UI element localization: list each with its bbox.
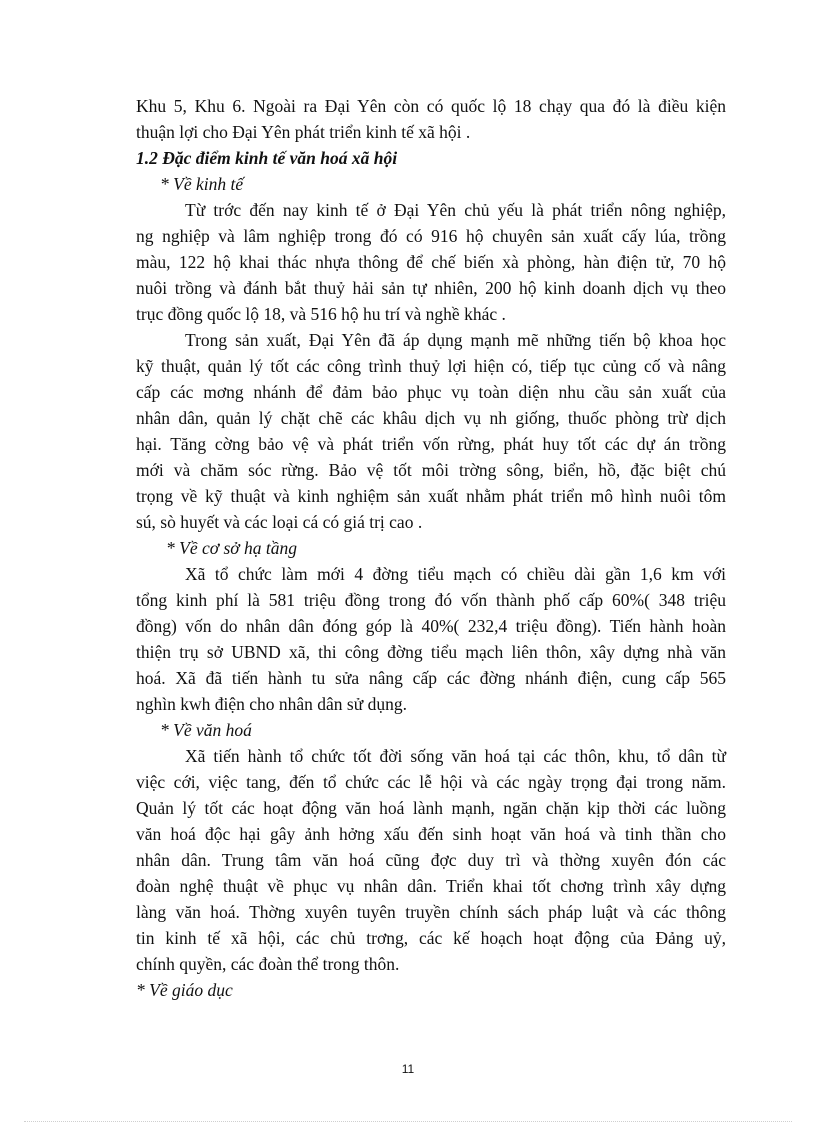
van-hoa-line-2: việc cới, việc tang, đến tổ chức các lễ hội và các ngày trọng đại trong năm. (136, 772, 726, 792)
kinh-te-p1-line-4: nuôi trồng và đánh bắt thuỷ hải sản tự nhiên, 200 hộ kinh doanh dịch vụ theo (136, 278, 726, 298)
subheading-van-hoa: * Về văn hoá (160, 720, 252, 740)
kinh-te-p2-line-1: Trong sản xuất, Đại Yên đã áp dụng mạnh mẽ những tiến bộ khoa học (185, 330, 726, 350)
page-number: 11 (401, 1062, 415, 1076)
van-hoa-line-9: chính quyền, các đoàn thể trong thôn. (136, 954, 400, 974)
kinh-te-p1-line-3: màu, 122 hộ khai thác nhựa thông để chế biến xà phòng, hàn điện tử, 70 hộ (136, 252, 726, 272)
kinh-te-p1-line-1: Từ trớc đến nay kinh tế ở Đại Yên chủ yếu là phát triển nông nghiệp, (185, 200, 726, 220)
subheading-kinh-te: * Về kinh tế (160, 174, 244, 194)
intro-line-2: thuận lợi cho Đại Yên phát triển kinh tế xã hội . (136, 122, 471, 142)
ha-tang-line-6: nghìn kwh điện cho nhân dân sử dụng. (136, 694, 407, 714)
ha-tang-line-1: Xã tổ chức làm mới 4 đờng tiểu mạch có chiều dài gần 1,6 km với (185, 564, 726, 584)
kinh-te-p2-line-2: kỹ thuật, quản lý tốt các công trình thuỷ lợi hiện có, tiếp tục củng cố và nâng (136, 356, 726, 376)
van-hoa-line-6: đoàn nghệ thuật về phục vụ nhân dân. Triển khai tốt chơng trình xây dựng (136, 876, 726, 896)
kinh-te-p2-line-8: sú, sò huyết và các loại cá có giá trị cao . (136, 512, 423, 532)
ha-tang-line-5: hoá. Xã đã tiến hành tu sửa nâng cấp các đờng nhánh điện, cung cấp 565 (136, 668, 726, 688)
kinh-te-p2-line-7: trọng về kỹ thuật và kinh nghiệm sản xuất nhằm phát triển mô hình nuôi tôm (136, 486, 726, 506)
van-hoa-line-4: văn hoá độc hại gây ảnh hởng xấu đến sinh hoạt văn hoá và tinh thần cho (136, 824, 726, 844)
van-hoa-line-8: tin kinh tế xã hội, các chủ trơng, các kế hoạch hoạt động của Đảng uỷ, (136, 928, 726, 948)
ha-tang-line-2: tổng kinh phí là 581 triệu đồng trong đó vốn thành phố cấp 60%( 348 triệu (136, 590, 726, 610)
ha-tang-line-3: đồng) vốn do nhân dân đóng góp là 40%( 232,4 triệu đồng). Tiến hành hoàn (136, 616, 726, 636)
subheading-co-so-ha-tang: * Về cơ sở hạ tầng (166, 538, 297, 558)
kinh-te-p1-line-5: trục đồng quốc lộ 18, và 516 hộ hu trí và nghề khác . (136, 304, 506, 324)
section-heading: 1.2 Đặc điểm kinh tế văn hoá xã hội (136, 148, 398, 168)
van-hoa-line-5: nhân dân. Trung tâm văn hoá cũng đợc duy trì và thờng xuyên đón các (136, 850, 726, 870)
kinh-te-p1-line-2: ng nghiệp và lâm nghiệp trong đó có 916 hộ chuyên sản xuất cấy lúa, trồng (136, 226, 726, 246)
van-hoa-line-7: làng văn hoá. Thờng xuyên tuyên truyền chính sách pháp luật và các thông (136, 902, 726, 922)
ha-tang-line-4: thiện trụ sở UBND xã, thi công đờng tiểu mạch liên thôn, xây dựng nhà văn (136, 642, 726, 662)
page-bottom-divider (24, 1121, 792, 1122)
intro-line-1: Khu 5, Khu 6. Ngoài ra Đại Yên còn có quốc lộ 18 chạy qua đó là điều kiện (136, 96, 726, 116)
van-hoa-line-3: Quản lý tốt các hoạt động văn hoá lành mạnh, ngăn chặn kịp thời các luồng (136, 798, 726, 818)
kinh-te-p2-line-5: hại. Tăng cờng bảo vệ và phát triển vốn rừng, phát huy tốt các dự án trồng (136, 434, 726, 454)
kinh-te-p2-line-6: mới và chăm sóc rừng. Bảo vệ tốt môi trờng sông, biển, hồ, đặc biệt chú (136, 460, 726, 480)
subheading-giao-duc: * Về giáo dục (136, 980, 233, 1000)
kinh-te-p2-line-4: nhân dân, quản lý chặt chẽ các khâu dịch vụ nh giống, thuốc phòng trừ dịch (136, 408, 726, 428)
van-hoa-line-1: Xã tiến hành tổ chức tốt đời sống văn hoá tại các thôn, khu, tổ dân từ (185, 746, 726, 766)
kinh-te-p2-line-3: cấp các mơng nhánh để đảm bảo phục vụ toàn diện nhu cầu sản xuất của (136, 382, 726, 402)
